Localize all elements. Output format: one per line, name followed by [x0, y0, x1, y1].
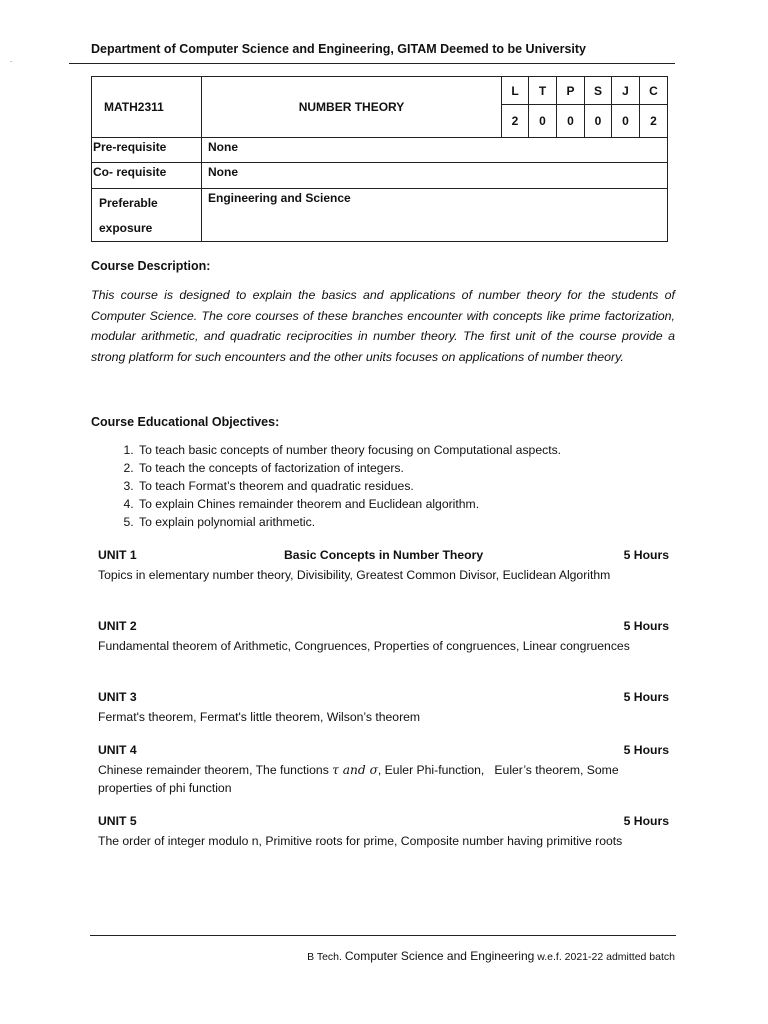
- footer-divider: [90, 935, 676, 936]
- page-footer: [307, 949, 675, 963]
- unit-3-hours: 5 Hours: [623, 690, 669, 704]
- unit-1-topics: Topics in elementary number theory, Divisibility, Greatest Common Divisor, Euclidean Algorithm: [98, 568, 611, 582]
- unit-2-topics: Fundamental theorem of Arithmetic, Congruences, Properties of congruences, Linear congruences: [98, 639, 630, 653]
- prerequisite-value: None: [202, 138, 668, 163]
- credit-header-p: P: [557, 77, 585, 105]
- objective-item: 1. To teach basic concepts of number theory focusing on Computational aspects.: [137, 441, 697, 459]
- footer-prefix: B Tech.: [307, 951, 345, 963]
- unit-5: [98, 814, 669, 850]
- page-header: Department of Computer Science and Engineering, GITAM Deemed to be University: [91, 42, 586, 56]
- preferable-exposure-label-text: Preferable exposure: [99, 196, 158, 235]
- credit-header-c: C: [640, 77, 668, 105]
- header-divider: [69, 63, 675, 64]
- unit-3: [98, 690, 669, 726]
- credit-value-j: 0: [612, 105, 640, 138]
- course-description-text: This course is designed to explain the basics and applications of number theory for the students of Computer Science. The core courses of these branches encounter with concepts like prime factorization, modular arithmetic, and quadratic reciprocities in number theory. The first unit of the course provide a strong platform for such encounters and the other units focuses on applications of number theory.: [91, 288, 675, 364]
- credit-value-c: 2: [640, 105, 668, 138]
- footer-suffix: w.e.f. 2021-22 admitted batch: [534, 951, 675, 963]
- credit-header-l: L: [502, 77, 529, 105]
- objectives-heading: Course Educational Objectives:: [91, 415, 280, 429]
- credit-header-j: J: [612, 77, 640, 105]
- unit-1: [98, 548, 669, 584]
- unit-2-label: UNIT 2: [98, 619, 137, 633]
- objective-item: 5. To explain polynomial arithmetic.: [137, 513, 697, 531]
- unit-5-topics: The order of integer modulo n, Primitive roots for prime, Composite number having primitive roots: [98, 834, 623, 848]
- footer-program: Computer Science and Engineering: [344, 949, 535, 963]
- unit-2-hours: 5 Hours: [623, 619, 669, 633]
- unit-4-label: UNIT 4: [98, 743, 137, 757]
- credit-header-s: S: [585, 77, 612, 105]
- unit-3-topics: Fermat's theorem, Fermat's little theorem, Wilson’s theorem: [98, 710, 421, 724]
- credit-value-s: 0: [585, 105, 612, 138]
- unit-4-topics-math: τ and σ: [332, 763, 378, 777]
- preferable-exposure-value: Engineering and Science: [202, 189, 668, 242]
- objective-item: 3. To teach Format’s theorem and quadratic residues.: [137, 477, 697, 495]
- unit-2-header: [98, 619, 669, 637]
- unit-4-topics-post: , Euler Phi-function, Euler’s theorem, Some properties of phi function: [98, 763, 623, 795]
- corequisite-label: Co- requisite: [92, 163, 202, 189]
- unit-4-topics-pre: Chinese remainder theorem, The functions: [98, 763, 333, 777]
- credit-header-t: T: [529, 77, 557, 105]
- objective-item: 2. To teach the concepts of factorization of integers.: [137, 459, 697, 477]
- credit-value-p: 0: [557, 105, 585, 138]
- course-info-table: [91, 76, 668, 242]
- corequisite-value: None: [202, 163, 668, 189]
- unit-4-header: [98, 743, 669, 761]
- stray-mark: .: [10, 55, 13, 64]
- unit-4-topics: [98, 761, 669, 797]
- course-description-heading: Course Description:: [91, 259, 211, 273]
- objectives-list: [91, 441, 697, 531]
- unit-1-header: [98, 548, 669, 566]
- unit-4-hours: 5 Hours: [623, 743, 669, 757]
- objective-item: 4. To explain Chines remainder theorem and Euclidean algorithm.: [137, 495, 697, 513]
- unit-3-header: [98, 690, 669, 708]
- credit-value-l: 2: [502, 105, 529, 138]
- unit-1-title: Basic Concepts in Number Theory: [284, 548, 484, 562]
- unit-2: [98, 619, 669, 655]
- unit-5-label: UNIT 5: [98, 814, 137, 828]
- unit-5-hours: 5 Hours: [623, 814, 669, 828]
- unit-1-hours: 5 Hours: [623, 548, 669, 562]
- unit-5-header: [98, 814, 669, 832]
- unit-3-label: UNIT 3: [98, 690, 137, 704]
- preferable-exposure-label: [92, 189, 202, 242]
- credit-value-t: 0: [529, 105, 557, 138]
- course-code: MATH2311: [92, 77, 202, 138]
- unit-4: [98, 743, 669, 797]
- prerequisite-label: Pre-requisite: [92, 138, 202, 163]
- course-title: NUMBER THEORY: [202, 77, 502, 138]
- unit-1-label: UNIT 1: [98, 548, 137, 562]
